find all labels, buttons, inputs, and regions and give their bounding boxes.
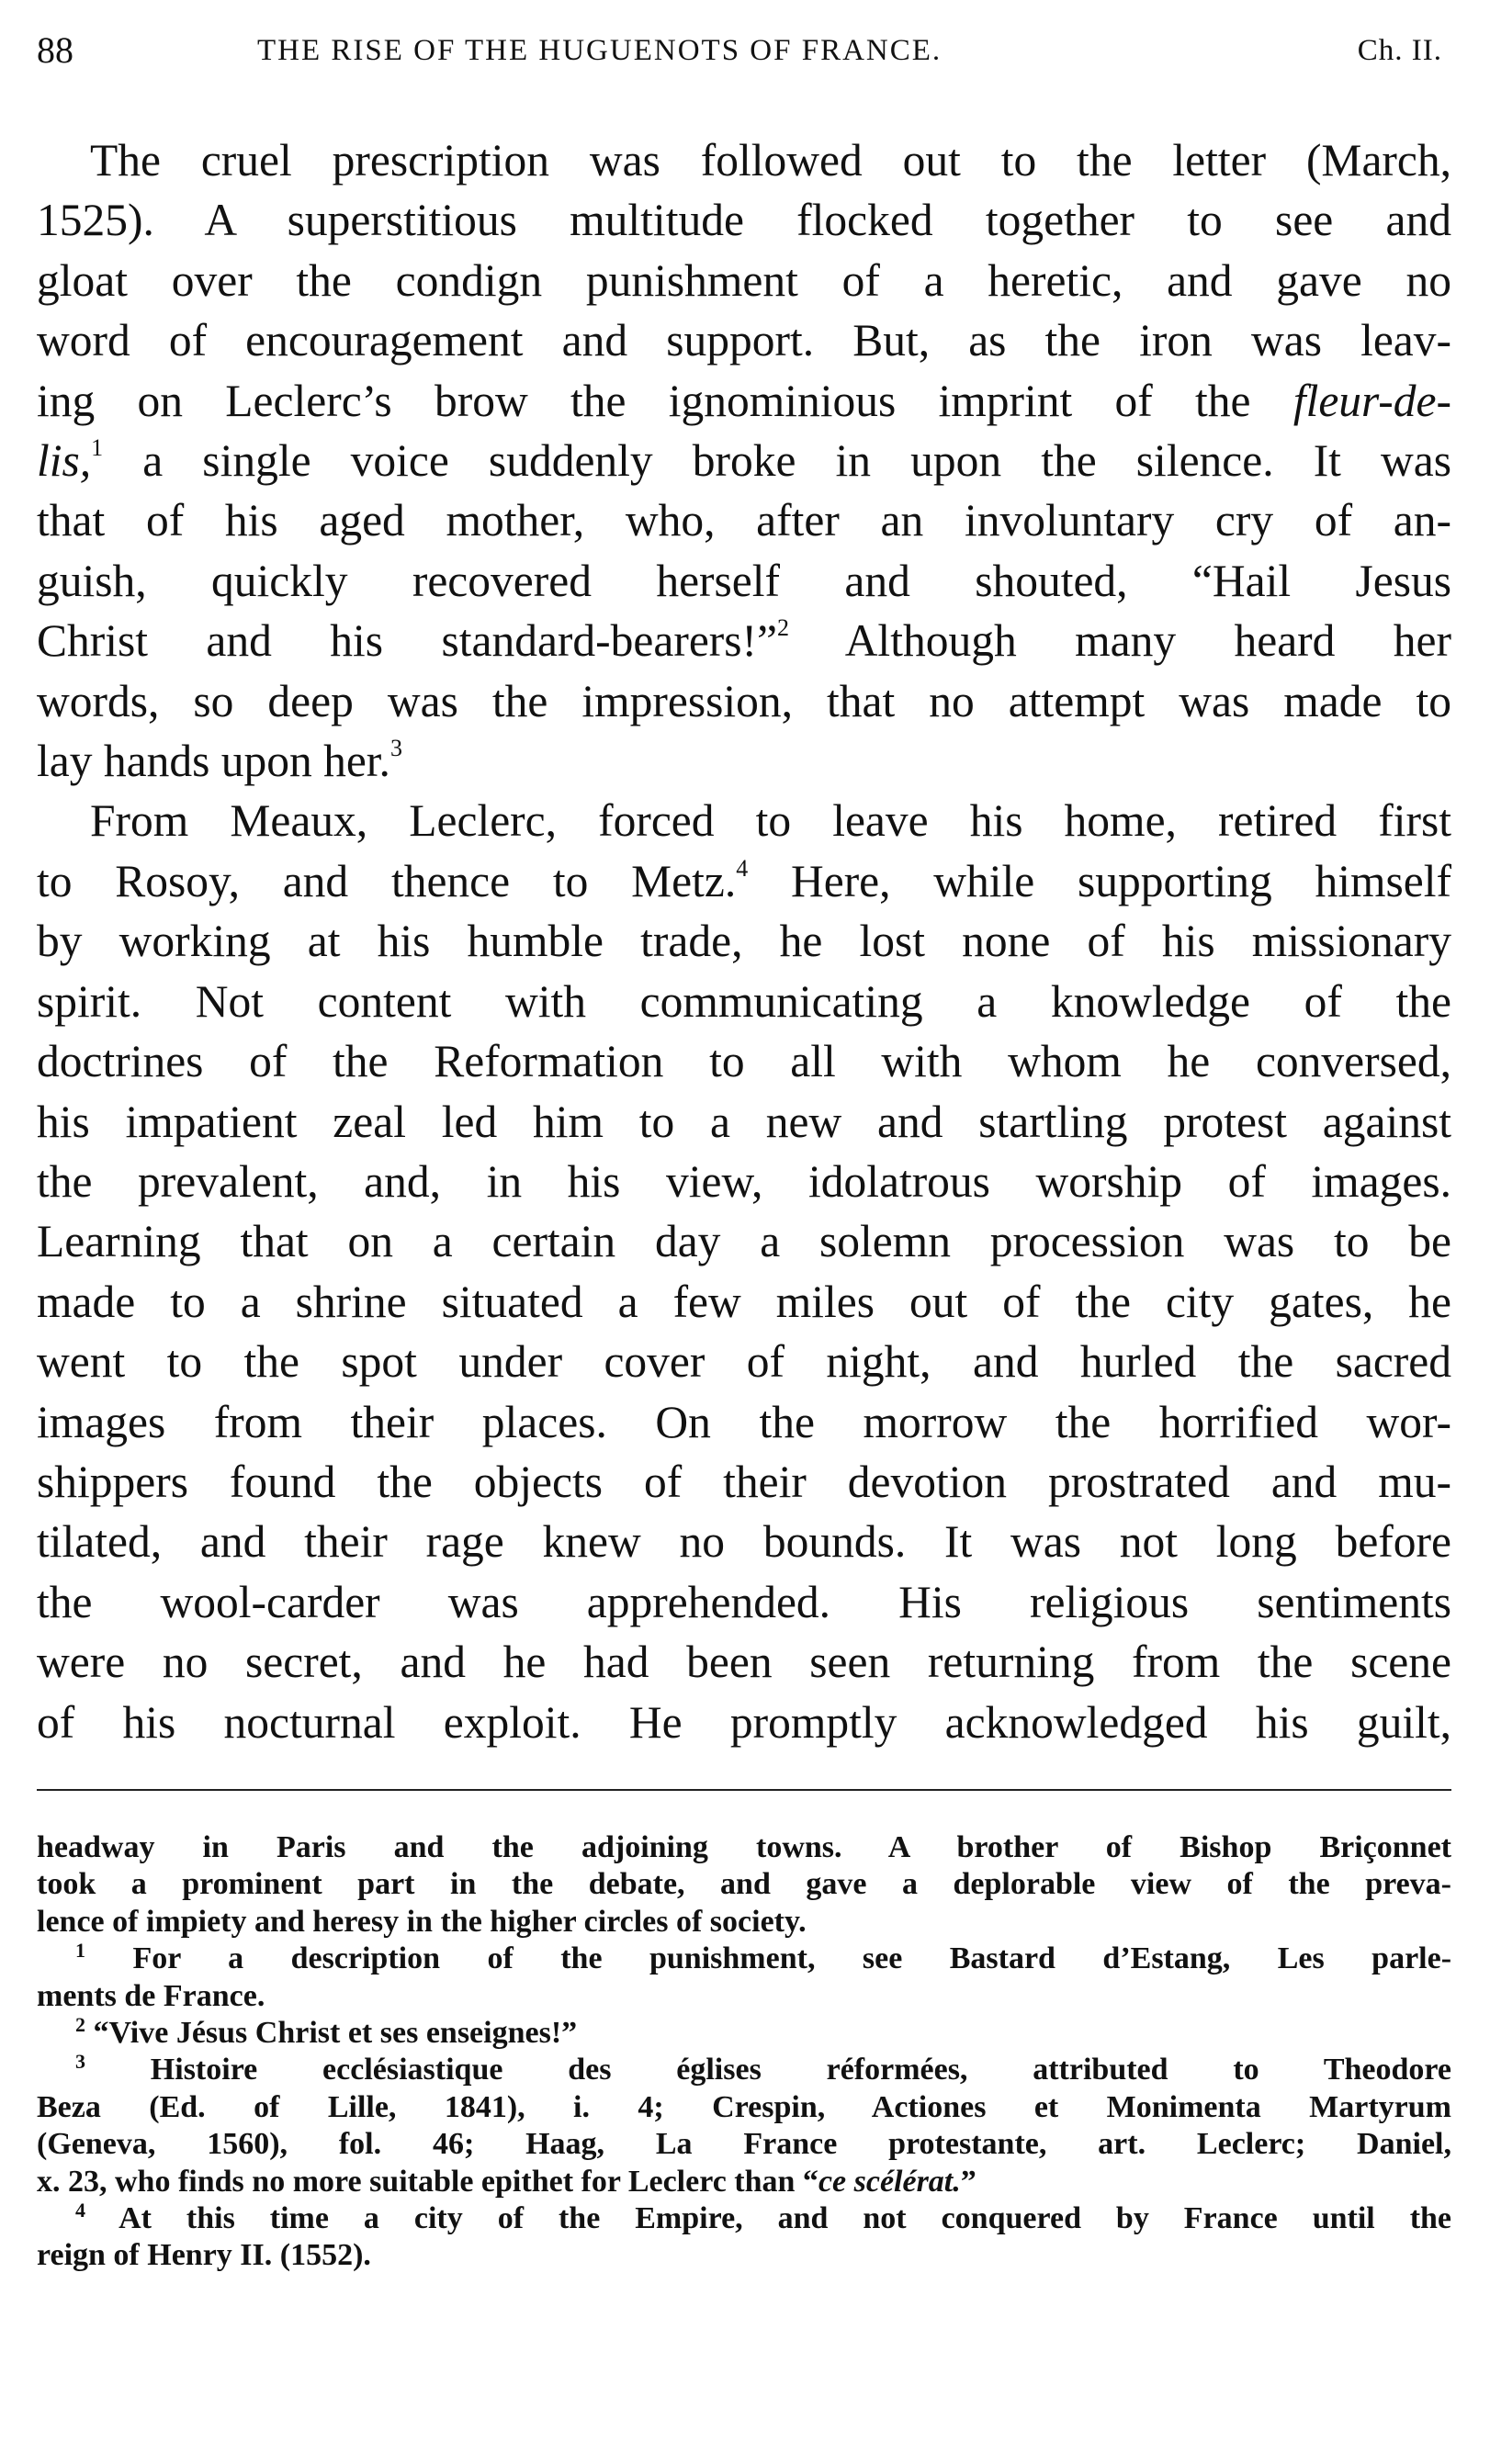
page-number: 88: [37, 29, 73, 71]
text-line: From Meaux, Leclerc, forced to leave his home, retired first: [90, 795, 1451, 847]
footnote-line: x. 23, who finds no more suitable epithet for Leclerc than “ce scélérat.”: [37, 2164, 976, 2199]
text-line: his impatient zeal led him to a new and startling protest against: [37, 1096, 1451, 1147]
text-line: Christ and his standard-bearers!”$^2$ Although many heard her: [37, 614, 1452, 667]
text-line: tilated, and their rage knew no bounds. It was not long before: [37, 1516, 1451, 1568]
footnote-line: (Geneva, 1560), fol. 46; Haag, La France protestante, art. Leclerc; Daniel,: [37, 2127, 1451, 2162]
italic-term: ce scélérat.: [818, 2164, 961, 2199]
text-line: doctrines of the Reformation to all with whom he conversed,: [37, 1036, 1451, 1087]
footnote-line: ments de France.: [37, 1978, 265, 2013]
text-line: word of encouragement and support. But, as the iron was leav-: [37, 315, 1451, 366]
footnote-line: Beza (Ed. of Lille, 1841), i. 4; Crespin, Actiones et Monimenta Martyrum: [37, 2089, 1451, 2124]
footnote-line: lence of impiety and heresy in the higher circles of society.: [37, 1904, 807, 1939]
footnote-line: $^2$ “Vive Jésus Christ et ses enseignes!”: [75, 2013, 578, 2051]
text-line: The cruel prescription was followed out to the letter (March,: [90, 135, 1451, 186]
footnote-number: 2: [75, 2013, 85, 2037]
text-line: 1525). A superstitious multitude flocked together to see and: [37, 195, 1451, 246]
running-head: [37, 28, 1451, 73]
italic-term: fleur-de-: [1292, 375, 1451, 426]
text-line: of his nocturnal exploit. He promptly acknowledged his guilt,: [37, 1696, 1451, 1748]
italic-term: lis,: [37, 435, 92, 487]
text-line: guish, quickly recovered herself and shouted, “Hail Jesus: [37, 555, 1451, 606]
footnote-marker: 2: [777, 614, 789, 642]
text-line: words, so deep was the impression, that no attempt was made to: [37, 675, 1451, 726]
footnote-number: 1: [75, 1939, 85, 1963]
footnote-number: 4: [75, 2199, 85, 2222]
text-line: by working at his humble trade, he lost none of his missionary: [37, 916, 1451, 967]
text-line: were no secret, and he had been seen returning from the scene: [37, 1637, 1451, 1688]
text-line: images from their places. On the morrow the horrified wor-: [37, 1396, 1451, 1447]
text-line: to Rosoy, and thence to Metz.$^4$ Here, while supporting himself: [37, 854, 1452, 906]
text-line: spirit. Not content with communicating a knowledge of the: [37, 975, 1451, 1027]
text-line: the wool-carder was apprehended. His religious sentiments: [37, 1576, 1451, 1627]
text-line: that of his aged mother, who, after an involuntary cry of an-: [37, 495, 1451, 546]
text-line: Learning that on a certain day a solemn procession was to be: [37, 1216, 1451, 1267]
footnote-line: $^1$ For a description of the punishment, see Bastard d’Estang, Les parle-: [75, 1939, 1452, 1976]
footnote-marker: 3: [389, 735, 402, 762]
footnote-line: $^4$ At this time a city of the Empire, and not conquered by France until the: [75, 2199, 1452, 2236]
text-line: shippers found the objects of their devotion prostrated and mu-: [37, 1456, 1451, 1507]
footnote-line: $^3$ Histoire ecclésiastique des églises réformées, attributed to Theodore: [75, 2050, 1452, 2087]
footnote-marker: 1: [91, 434, 104, 462]
footnote-line: reign of Henry II. (1552).: [37, 2238, 371, 2273]
text-line: gloat over the condign punishment of a heretic, and gave no: [37, 254, 1451, 306]
footnote-number: 3: [75, 2050, 85, 2074]
chapter-reference: Ch. II.: [1357, 34, 1442, 67]
text-line: went to the spot under cover of night, and hurled the sacred: [37, 1336, 1451, 1388]
text-line: ing on Leclerc’s brow the ignominious imprint of the fleur-de-: [37, 375, 1451, 426]
footnote-divider: [37, 1789, 1451, 1791]
running-title: THE RISE OF THE HUGUENOTS OF FRANCE.: [257, 34, 943, 67]
text-line: the prevalent, and, in his view, idolatrous worship of images.: [37, 1155, 1451, 1207]
text-line: lis,$^1$ a single voice suddenly broke in upon the silence. It was: [37, 434, 1452, 487]
footnote-line: took a prominent part in the debate, and gave a deplorable view of the preva-: [37, 1867, 1451, 1902]
body-text: [37, 130, 1451, 1752]
footnote-line: headway in Paris and the adjoining towns. A brother of Bishop Briçonnet: [37, 1830, 1451, 1864]
footnote-marker: 4: [736, 854, 749, 882]
text-line: made to a shrine situated a few miles out of the city gates, he: [37, 1276, 1451, 1327]
footnotes: [37, 1829, 1451, 2275]
text-line: lay hands upon her.$^3$: [37, 735, 402, 787]
